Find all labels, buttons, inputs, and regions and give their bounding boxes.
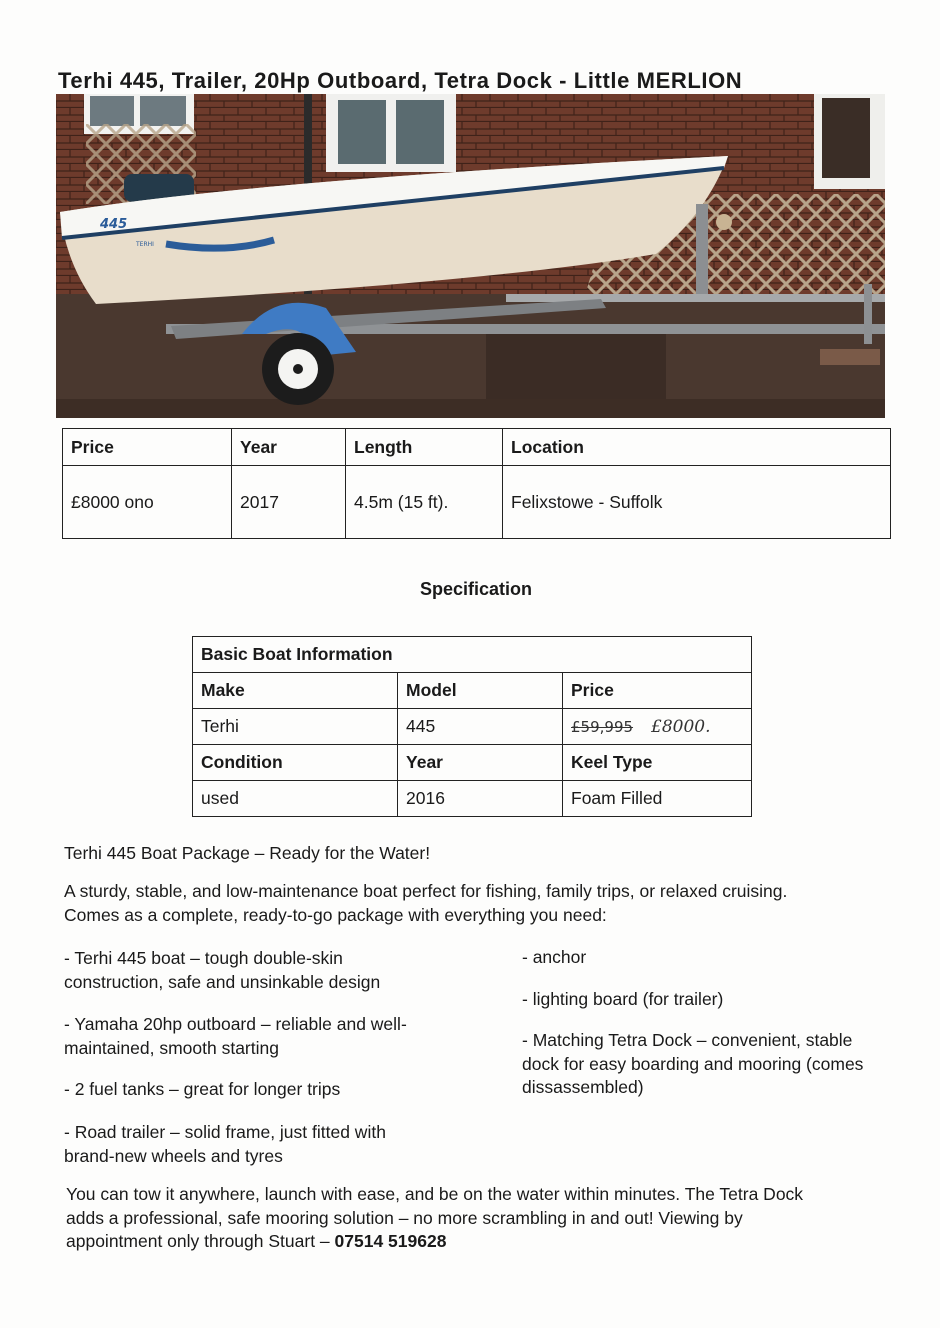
spec-value-make: Terhi [193,709,398,745]
left-item-line: brand-new wheels and tyres [64,1145,283,1166]
spec-value-year: 2016 [398,781,563,817]
summary-table [62,428,891,539]
spec-label-year: Year [398,745,563,781]
closing-line [66,1230,803,1254]
summary-value-length: 4.5m (15 ft). [346,466,503,539]
spec-heading: Specification [419,579,533,599]
left-item-line: maintained, smooth starting [64,1037,279,1058]
summary-header-price: Price [63,429,232,466]
left-item-line: construction, safe and unsinkable design [64,971,381,992]
closing-line: adds a professional, safe mooring solution – no more scrambling in and out! Viewing by [66,1207,743,1228]
spec-value-price [563,709,752,745]
closing-paragraph [66,1183,803,1254]
left-item-line: - 2 fuel tanks – great for longer trips [64,1079,341,1099]
left-item-line: - Yamaha 20hp outboard – reliable and well- [64,1014,407,1034]
spec-caption: Basic Boat Information [193,637,752,673]
description-line: A sturdy, stable, and low-maintenance boat perfect for fishing, family trips, or relaxed cruising. [64,881,788,901]
closing-line: You can tow it anywhere, launch with ease, and be on the water within minutes. The Tetra Dock [66,1184,804,1204]
right-item-line: - anchor [522,947,587,967]
spec-label-keel: Keel Type [563,745,752,781]
summary-value-price: £8000 ono [63,466,232,539]
struck-price: £59,995 [571,718,634,736]
spec-value-keel: Foam Filled [563,781,752,817]
summary-header-location: Location [503,429,891,466]
summary-header-year: Year [232,429,346,466]
right-item-line: - lighting board (for trailer) [522,989,724,1009]
left-item [64,1121,386,1168]
spec-value-model: 445 [398,709,563,745]
spec-label-price: Price [563,673,752,709]
spec-value-condition: used [193,781,398,817]
handwritten-price: £8000. [651,717,711,737]
right-item-line: - Matching Tetra Dock – convenient, stable [522,1030,853,1050]
right-item-line: dock for easy boarding and mooring (comes [522,1053,864,1074]
left-item-line: - Terhi 445 boat – tough double-skin [64,948,343,968]
hull-decal: 445 [100,217,128,232]
description-paragraph [64,880,787,927]
left-item [64,947,380,994]
left-item [64,1013,407,1060]
phone-number: 07514 519628 [334,1231,447,1251]
summary-value-location: Felixstowe - Suffolk [503,466,891,539]
right-item [522,946,586,970]
listing-title: Terhi 445, Trailer, 20Hp Outboard, Tetra Dock - Little MERLION [58,68,743,93]
spec-label-make: Make [193,673,398,709]
right-item [522,1029,863,1100]
right-item [522,988,723,1012]
summary-header-length: Length [346,429,503,466]
hull-brand: TERHI [136,241,154,248]
description-line: Comes as a complete, ready-to-go package with everything you need: [64,904,607,925]
description-intro: Terhi 445 Boat Package – Ready for the Water! [64,843,431,863]
spec-label-condition: Condition [193,745,398,781]
right-item-line: dissassembled) [522,1077,644,1097]
closing-prefix: appointment only through Stuart – [66,1231,335,1251]
spec-table [192,636,752,817]
summary-value-year: 2017 [232,466,346,539]
left-item-line: - Road trailer – solid frame, just fitted with [64,1122,386,1142]
boat-photo [56,94,885,418]
spec-label-model: Model [398,673,563,709]
left-item [64,1078,340,1102]
